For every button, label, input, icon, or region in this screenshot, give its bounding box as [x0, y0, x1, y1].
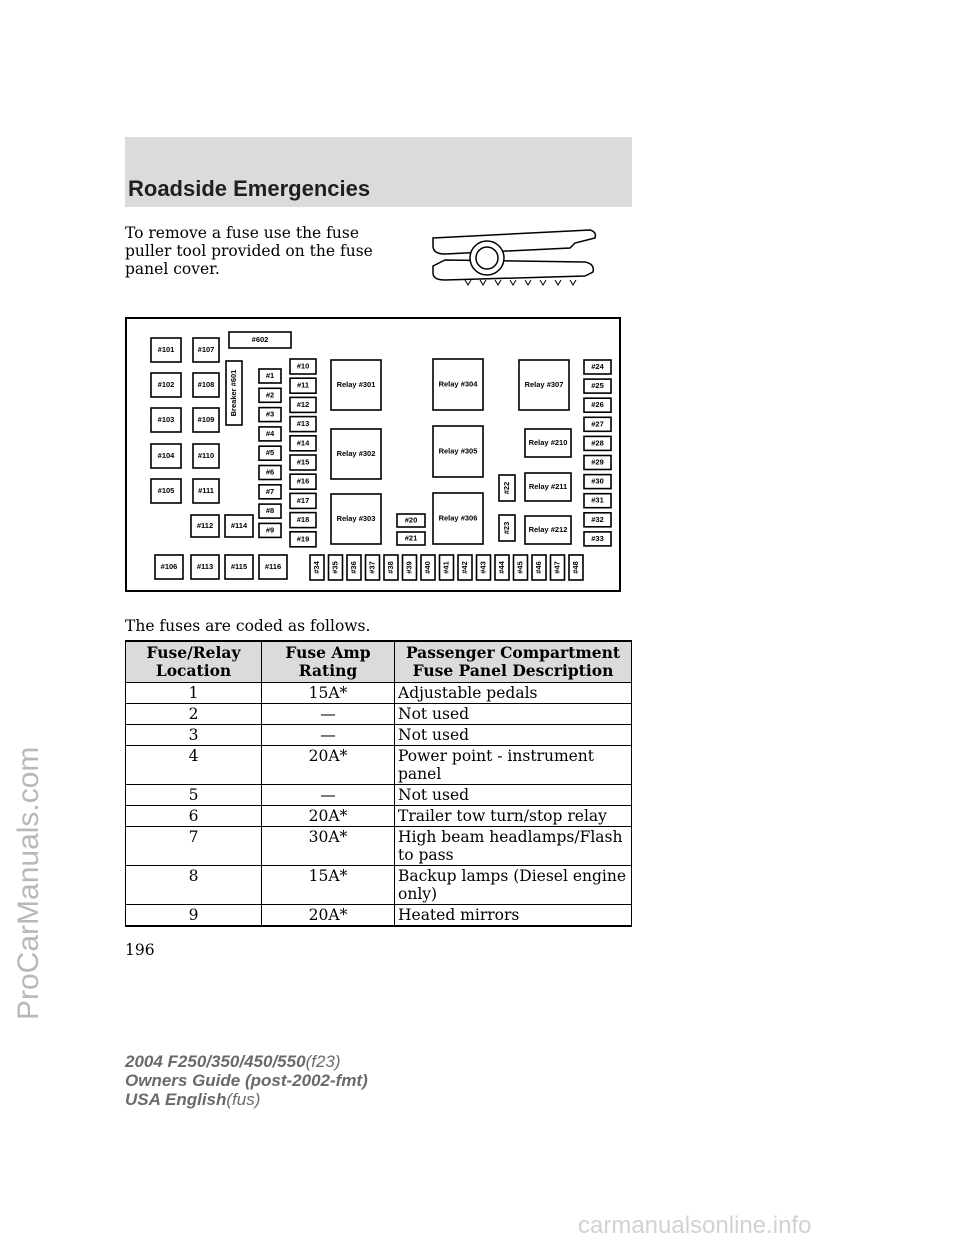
- fuse-label: #21: [404, 533, 418, 543]
- cell-description: Power point - instrument panel: [395, 746, 632, 785]
- table-row: [126, 746, 632, 785]
- fuse-box: [225, 555, 253, 579]
- fuse-box: [226, 361, 242, 425]
- footer: [125, 1052, 368, 1109]
- fuse-box: [329, 555, 343, 580]
- fuse-box: [397, 514, 425, 527]
- fuse-box: [259, 427, 281, 441]
- fuse-label: #31: [591, 495, 604, 505]
- fuse-box: [525, 473, 571, 501]
- header-amp-rating: Fuse Amp Rating: [262, 641, 395, 683]
- fuse-box: [366, 555, 380, 580]
- fuse-box: [259, 388, 281, 402]
- fuse-label: #5: [265, 448, 275, 458]
- cell-amp-rating: —: [262, 785, 395, 806]
- fuse-label: Relay #307: [524, 379, 564, 389]
- cell-location: 3: [126, 725, 262, 746]
- fuse-label: #12: [296, 399, 310, 409]
- fuse-label: #103: [157, 414, 175, 424]
- fuse-box: [259, 446, 281, 460]
- fuse-box: [384, 555, 398, 580]
- fuse-box: [584, 456, 611, 470]
- fuse-label: #22: [501, 481, 511, 495]
- watermark-side: ProCarManuals.com: [12, 746, 45, 1020]
- fuse-box: [403, 555, 417, 580]
- footer-line-3: USA English(fus): [125, 1090, 261, 1109]
- fuse-box: [259, 408, 281, 422]
- watermark-bottom: carmanualsonline.info: [578, 1212, 812, 1239]
- fuse-label: Relay #304: [438, 379, 478, 389]
- fuse-label: #35: [330, 561, 340, 574]
- fuse-box: [525, 429, 571, 457]
- fuse-box: [421, 555, 435, 580]
- cell-description: High beam headlamps/Flash to pass: [395, 827, 632, 866]
- fuse-label: Breaker #601: [228, 369, 238, 417]
- fuse-label: Relay #212: [528, 524, 568, 534]
- fuse-box: [495, 555, 509, 580]
- fuse-box: [155, 555, 183, 579]
- fuse-label: #6: [265, 467, 275, 477]
- cell-amp-rating: —: [262, 725, 395, 746]
- fuse-box: [584, 532, 611, 546]
- fuse-box: [532, 555, 546, 580]
- table-row: [126, 683, 632, 704]
- fuse-box: [499, 515, 515, 541]
- fuse-label: #2: [265, 390, 275, 400]
- fuse-label: #3: [265, 409, 275, 419]
- fuse-box: [259, 523, 281, 537]
- fuse-box: [290, 359, 316, 374]
- table-row: [126, 905, 632, 927]
- fuse-box: [290, 493, 316, 508]
- fuse-label: #28: [591, 438, 604, 448]
- fuse-label: Relay #305: [438, 446, 478, 456]
- cell-description: Not used: [395, 785, 632, 806]
- fuse-label: #114: [230, 520, 248, 530]
- cell-location: 5: [126, 785, 262, 806]
- fuse-box: [259, 369, 281, 383]
- footer-line-1: 2004 F250/350/450/550(f23): [125, 1052, 341, 1071]
- table-row: [126, 806, 632, 827]
- cell-amp-rating: 15A*: [262, 866, 395, 905]
- footer-line-2: Owners Guide (post-2002-fmt): [125, 1071, 368, 1090]
- fuse-label: #116: [264, 561, 282, 571]
- fuse-box: [290, 474, 316, 489]
- header-location: Fuse/Relay Location: [126, 641, 262, 683]
- fuse-box: [151, 408, 181, 432]
- fuse-label: #44: [496, 561, 506, 574]
- cell-amp-rating: 20A*: [262, 746, 395, 785]
- fuse-label: Relay #211: [528, 481, 568, 491]
- fuse-box: [569, 555, 583, 580]
- table-row: [126, 725, 632, 746]
- fuse-box: [433, 359, 483, 410]
- fuse-label: #38: [385, 561, 395, 574]
- page-number: 196: [125, 941, 155, 959]
- fuse-box: [290, 513, 316, 528]
- fuse-box: [525, 516, 571, 544]
- fuse-label: #113: [196, 561, 214, 571]
- fuse-label: #33: [591, 533, 604, 543]
- fuse-label: #27: [591, 419, 604, 429]
- fuse-box: [290, 532, 316, 547]
- fuse-box: [584, 417, 611, 431]
- fuse-label: #42: [459, 561, 469, 574]
- fuse-box: [151, 444, 181, 468]
- fuse-label: #111: [198, 485, 214, 495]
- fuse-label: #39: [404, 561, 414, 574]
- fuse-label: #26: [591, 400, 604, 410]
- table-row: [126, 785, 632, 806]
- fuse-label: #7: [265, 486, 275, 496]
- cell-location: 1: [126, 683, 262, 704]
- fuse-label: #36: [348, 561, 358, 574]
- fuse-label: #43: [478, 561, 488, 574]
- fuse-label: #105: [157, 485, 175, 495]
- fuse-puller-illustration: [425, 218, 600, 290]
- table-row: [126, 866, 632, 905]
- fuse-box: [584, 398, 611, 412]
- cell-amp-rating: 20A*: [262, 905, 395, 927]
- fuse-box: [193, 338, 219, 362]
- fuse-box: [310, 555, 324, 580]
- fuse-label: #14: [296, 438, 310, 448]
- fuse-box: [225, 515, 253, 537]
- fuse-label: #108: [197, 379, 215, 389]
- fuse-label: #106: [160, 561, 178, 571]
- fuse-box: [259, 485, 281, 499]
- fuse-panel-svg: [127, 319, 619, 590]
- fuse-label: #112: [196, 520, 214, 530]
- cell-location: 2: [126, 704, 262, 725]
- fuse-box: [519, 360, 569, 410]
- fuse-box: [290, 436, 316, 451]
- cell-description: Adjustable pedals: [395, 683, 632, 704]
- fuse-label: #40: [422, 561, 432, 574]
- fuse-label: #24: [591, 361, 604, 371]
- coded-intro: The fuses are coded as follows.: [125, 617, 371, 635]
- fuse-box: [290, 397, 316, 412]
- cell-description: Not used: [395, 704, 632, 725]
- fuse-box: [584, 494, 611, 508]
- fuse-box: [433, 493, 483, 544]
- fuse-box: [259, 555, 287, 579]
- fuse-label: #104: [157, 450, 175, 460]
- fuse-label: #102: [157, 379, 175, 389]
- fuse-label: #115: [230, 561, 248, 571]
- fuse-box: [151, 338, 181, 362]
- fuse-label: #15: [296, 457, 310, 467]
- fuse-label: Relay #301: [336, 379, 376, 389]
- fuse-label: #32: [591, 514, 604, 524]
- fuse-box: [347, 555, 361, 580]
- fuse-label: #10: [296, 361, 310, 371]
- table-header-row: [126, 641, 632, 683]
- fuse-box: [584, 360, 611, 374]
- fuse-box: [499, 475, 515, 501]
- fuse-box: [290, 378, 316, 393]
- fuse-label: #37: [367, 561, 377, 574]
- fuse-label: Relay #306: [438, 513, 478, 523]
- cell-location: 6: [126, 806, 262, 827]
- fuse-label: #29: [591, 457, 604, 467]
- fuse-box: [331, 360, 381, 410]
- table-row: [126, 827, 632, 866]
- cell-amp-rating: —: [262, 704, 395, 725]
- fuse-label: #9: [265, 525, 275, 535]
- fuse-label: #17: [296, 495, 310, 505]
- fuse-label: #47: [552, 561, 562, 574]
- fuse-label: #101: [157, 344, 175, 354]
- fuse-label: #23: [501, 521, 511, 535]
- fuse-box: [584, 379, 611, 393]
- fuse-label: #46: [533, 561, 543, 574]
- cell-description: Heated mirrors: [395, 905, 632, 927]
- cell-description: Not used: [395, 725, 632, 746]
- fuse-box: [191, 515, 219, 537]
- fuse-box: [193, 373, 219, 397]
- fuse-box: [584, 436, 611, 450]
- fuse-label: #48: [570, 561, 580, 574]
- fuse-label: #107: [197, 344, 215, 354]
- fuse-table: [125, 640, 632, 927]
- intro-paragraph: To remove a fuse use the fuse puller tool provided on the fuse panel cover.: [125, 224, 373, 278]
- fuse-box: [151, 479, 181, 503]
- fuse-box: [290, 417, 316, 432]
- fuse-label: #109: [197, 414, 215, 424]
- fuse-label: #30: [591, 476, 604, 486]
- fuse-box: [193, 408, 219, 432]
- fuse-box: [229, 332, 291, 348]
- cell-location: 4: [126, 746, 262, 785]
- fuse-box: [584, 475, 611, 489]
- fuse-box: [397, 532, 425, 545]
- cell-amp-rating: 30A*: [262, 827, 395, 866]
- cell-location: 8: [126, 866, 262, 905]
- fuse-box: [440, 555, 454, 580]
- fuse-label: #18: [296, 515, 310, 525]
- fuse-label: #16: [296, 476, 310, 486]
- fuse-label: #11: [296, 380, 310, 390]
- header-description: Passenger Compartment Fuse Panel Description: [395, 641, 632, 683]
- fuse-label: #4: [265, 428, 275, 438]
- fuse-label: #20: [404, 515, 418, 525]
- fuse-label: #41: [441, 561, 451, 574]
- fuse-box: [331, 429, 381, 479]
- fuse-box: [514, 555, 528, 580]
- fuse-label: #25: [591, 381, 604, 391]
- fuse-label: #34: [311, 561, 321, 574]
- fuse-box: [191, 555, 219, 579]
- fuse-label: #13: [296, 419, 310, 429]
- fuse-box: [259, 504, 281, 518]
- fuse-label: #19: [296, 534, 310, 544]
- fuse-box: [193, 479, 219, 503]
- fuse-panel-diagram: [125, 317, 621, 592]
- table-row: [126, 704, 632, 725]
- fuse-box: [193, 444, 219, 468]
- fuse-label: Relay #303: [336, 513, 376, 523]
- fuse-box: [259, 466, 281, 480]
- cell-amp-rating: 20A*: [262, 806, 395, 827]
- fuse-box: [331, 494, 381, 544]
- fuse-box: [458, 555, 472, 580]
- cell-amp-rating: 15A*: [262, 683, 395, 704]
- page-title: Roadside Emergencies: [128, 176, 371, 201]
- fuse-label: #1: [265, 370, 275, 380]
- fuse-label: #45: [515, 561, 525, 574]
- cell-description: Trailer tow turn/stop relay: [395, 806, 632, 827]
- cell-location: 7: [126, 827, 262, 866]
- fuse-label: Relay #302: [336, 448, 376, 458]
- fuse-box: [584, 513, 611, 527]
- fuse-box: [151, 373, 181, 397]
- cell-location: 9: [126, 905, 262, 927]
- fuse-box: [477, 555, 491, 580]
- fuse-label: Relay #210: [528, 437, 568, 447]
- fuse-label: #110: [197, 450, 215, 460]
- cell-description: Backup lamps (Diesel engine only): [395, 866, 632, 905]
- fuse-box: [290, 455, 316, 470]
- fuse-box: [433, 426, 483, 477]
- fuse-label: #602: [251, 334, 269, 344]
- fuse-label: #8: [265, 506, 275, 516]
- fuse-box: [551, 555, 565, 580]
